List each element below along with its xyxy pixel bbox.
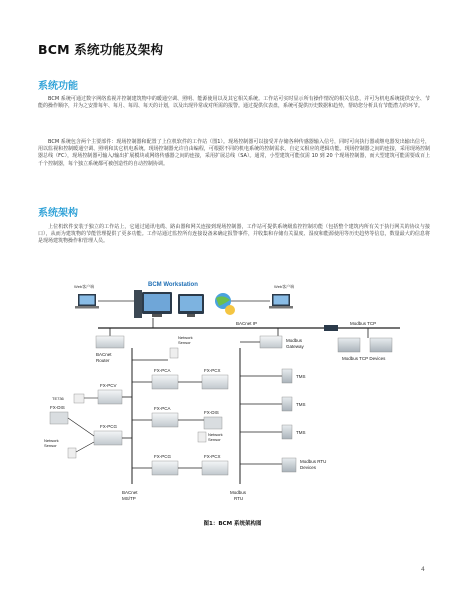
fx-pcg-controller-icon: [152, 461, 178, 475]
web-client-right-label: Web客户端: [274, 284, 295, 289]
fx-pcg-label: FX-PCG: [100, 424, 118, 429]
laptop-icon-left: [75, 294, 99, 309]
modbus-gateway-icon: [260, 336, 282, 348]
modbus-gateway-label-1: Modbus: [286, 338, 303, 343]
figure-caption: 图1：BCM 系统架构图: [203, 521, 262, 527]
bacnet-ip-label: BACnet IP: [236, 321, 258, 326]
web-client-left-label: Web客户端: [74, 284, 95, 289]
bacnet-router-icon: [96, 336, 124, 348]
fx-pcx-controller-icon: [202, 461, 228, 475]
network-sensor-left-label-1: Network: [44, 438, 59, 443]
fx-dis-label: FX-DIS: [204, 410, 219, 415]
tms-unit-icon: [282, 397, 292, 411]
tms-unit-icon: [282, 425, 292, 439]
modbus-rtu-devices-label-1: Modbus RTU: [300, 459, 327, 464]
fx-dis-left-label: FX-DIS: [50, 405, 65, 410]
network-sensor-mid-label-2: Sensor: [208, 437, 221, 442]
modbus-rtu-devices-label-2: Devices: [300, 465, 317, 470]
modbus-rtu-label-1: Modbus: [230, 490, 247, 495]
fx-pcg-label-2: FX-PCG: [154, 454, 172, 459]
fx-pcv-controller-icon: [98, 390, 122, 404]
workstation-computer-icon: [134, 290, 172, 318]
network-sensor-icon: [170, 348, 178, 358]
bacnet-mstp-label-1: BACnet: [122, 490, 138, 495]
switch-icon: [324, 325, 338, 331]
modbus-tcp-device-icon: [338, 338, 360, 352]
fx-pca-controller-icon: [152, 375, 178, 389]
page-number: 4: [421, 566, 425, 573]
network-sensor-icon: [68, 448, 76, 458]
fx-pcx-label: FX-PCX: [204, 368, 221, 373]
modbus-rtu-device-icon: [282, 458, 296, 472]
fx-dis-display-icon: [204, 417, 222, 429]
network-sensor-icon: [198, 432, 206, 442]
workstation-label: BCM Workstation: [148, 282, 198, 288]
section-heading-function: 系统功能: [38, 81, 78, 92]
paragraph: 上位机软件安装于独立的工作站上，它通过通讯电缆、路由器和网关连接到现场控制器，工作站可提供系统级监控控制功能（包括整个建筑内所有关于执行网关的协议与接口），从而为建筑物的节能管理提供了更多功能。工作站通过监控所有连接设备来确定报警事件，并收集和存储有关温度、湿度和能源使用等历史趋势等信息，数量最大的信息将是现场建筑物操作和管理人员。: [38, 224, 430, 245]
architecture-diagram: [38, 276, 430, 514]
te736-sensor-icon: [74, 394, 84, 403]
te736-label: TE736: [52, 396, 64, 401]
modbus-tcp-device-icon: [370, 338, 392, 352]
section-heading-architecture: 系统架构: [38, 208, 78, 219]
fx-dis-display-icon: [50, 412, 68, 424]
fx-pca-label-2: FX-PCA: [154, 406, 171, 411]
network-sensor-mid-label-1: Network: [208, 432, 223, 437]
workstation-monitor-icon: [178, 294, 204, 317]
fx-pca-controller-icon: [152, 413, 178, 427]
paragraph: BCM 系统可通过数字网络监视并控制建筑物中的暖通空调、照明、能源使用以及其它相关系统。工作站可实时显示所有操作情况的相关信息，并可为机电系统提供安全、节能的操作顺序，并为之安排每年、每月、每周、每天的计划，以及出现异常或对所需的报警。通过提供仪表盘，系统可提供历史数据和趋势，帮助您分析具有节能潜力的环节。: [38, 96, 430, 110]
fx-pcv-label: FX-PCV: [100, 383, 117, 388]
fx-pcx-controller-icon: [202, 375, 228, 389]
bacnet-router-label-1: BACnet: [96, 352, 112, 357]
page-title: BCM 系统功能及架构: [38, 42, 164, 57]
network-sensor-left-label-2: Sensor: [44, 443, 57, 448]
modbus-tcp-label: Modbus TCP: [350, 321, 377, 326]
paragraph: BCM 系统包含两个主要部件：现场控制器和配置了上位机软件的工作站（图1）。现场控制器可以接受并存储各种传感器输入信号，同时可向执行器或继电器发出输出信号，用以监视和控制暖通空调、照明和其它机电系统。现场控制器允许自由编程，可根据不同的机电系统的控制需求，自定义相应的逻辑功能。现场控制器之间的连接，采用现场控制器总线（FC），现场控制器可输入/输出扩展模块或网络传感器之间的连接，采用扩展总线（SA）。通常，小型建筑可能仅需 10 到 20 个现场控制器，而大型建筑可能需要成百上千个控制器，每个独立系统都可被创造性的自动控制协调。: [38, 139, 430, 167]
bacnet-router-label-2: Router: [96, 358, 110, 363]
fx-pca-label: FX-PCA: [154, 368, 171, 373]
tms-label-2: TMS: [296, 402, 306, 407]
modbus-rtu-label-2: RTU: [234, 496, 244, 501]
modbus-tcp-devices-label: Modbus TCP Devices: [342, 356, 386, 361]
fx-pcx-label-2: FX-PCX: [204, 454, 221, 459]
modbus-gateway-label-2: Gateway: [286, 344, 304, 349]
fx-pcg-controller-icon: [94, 431, 122, 445]
tms-label-1: TMS: [296, 374, 306, 379]
tms-label-3: TMS: [296, 430, 306, 435]
laptop-icon-right: [269, 294, 293, 309]
globe-icon: [215, 293, 235, 315]
tms-unit-icon: [282, 369, 292, 383]
network-sensor-top-label-2: Sensor: [178, 340, 191, 345]
network-sensor-top-label-1: Network: [178, 335, 193, 340]
bacnet-mstp-label-2: MS/TP: [122, 496, 136, 501]
